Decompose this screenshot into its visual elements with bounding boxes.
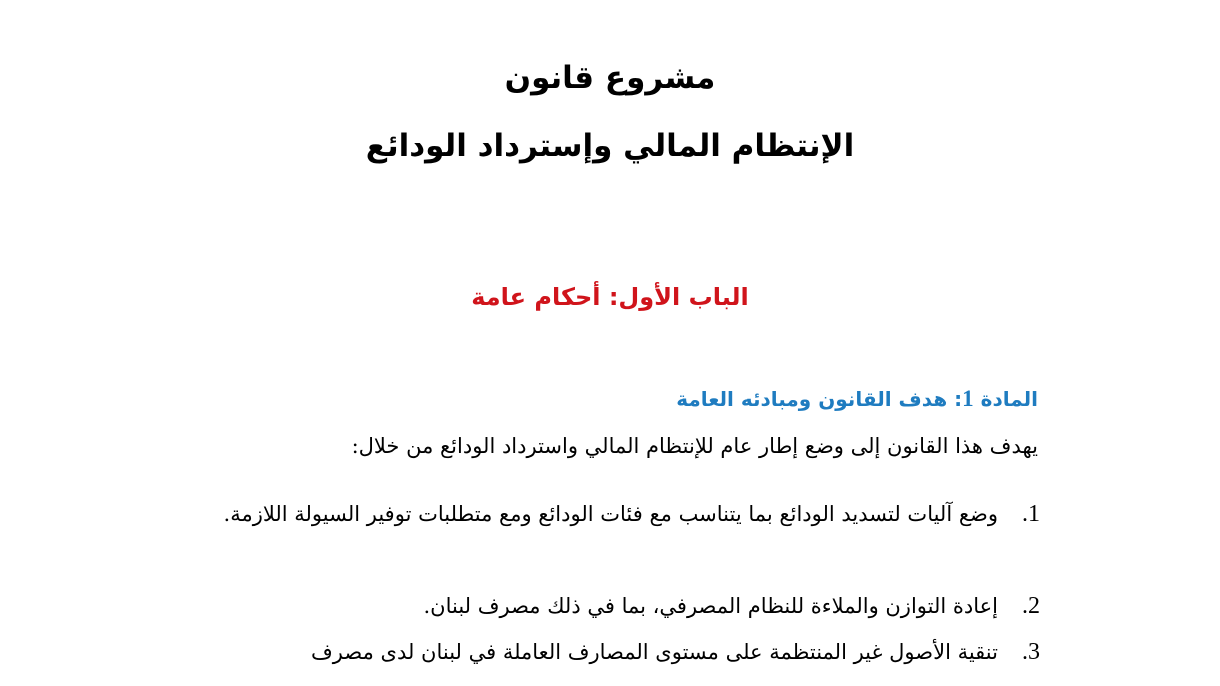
list-item [178,582,1040,630]
list-item-text: إعادة التوازن والملاءة للنظام المصرفي، بما في ذلك مصرف لبنان. [423,594,998,618]
list-item-number: .1 [1022,501,1040,527]
list-item-number: .3 [1022,639,1040,665]
list-item [213,628,1040,676]
list-item-number: .2 [1022,593,1040,619]
article-label: المادة [980,387,1038,411]
article-intro: يهدف هذا القانون إلى وضع إطار عام للإنتظام المالي واسترداد الودائع من خلال: [351,434,1038,458]
document-title-line-1: مشروع قانون [504,60,716,96]
article-title: : هدف القانون ومبادئه العامة [676,387,963,411]
list-item-text: تنقية الأصول غير المنتظمة على مستوى المصارف العاملة في لبنان لدى مصرف [311,640,998,664]
article-number: 1 [962,386,974,411]
document-title-line-2: الإنتظام المالي وإسترداد الودائع [365,128,855,164]
list-item [213,490,1040,538]
chapter-heading: الباب الأول: أحكام عامة [471,283,749,311]
list-item-text: وضع آليات لتسديد الودائع بما يتناسب مع فئات الودائع ومع متطلبات توفير السيولة اللازمة. [223,502,998,526]
article-heading [676,386,1038,412]
